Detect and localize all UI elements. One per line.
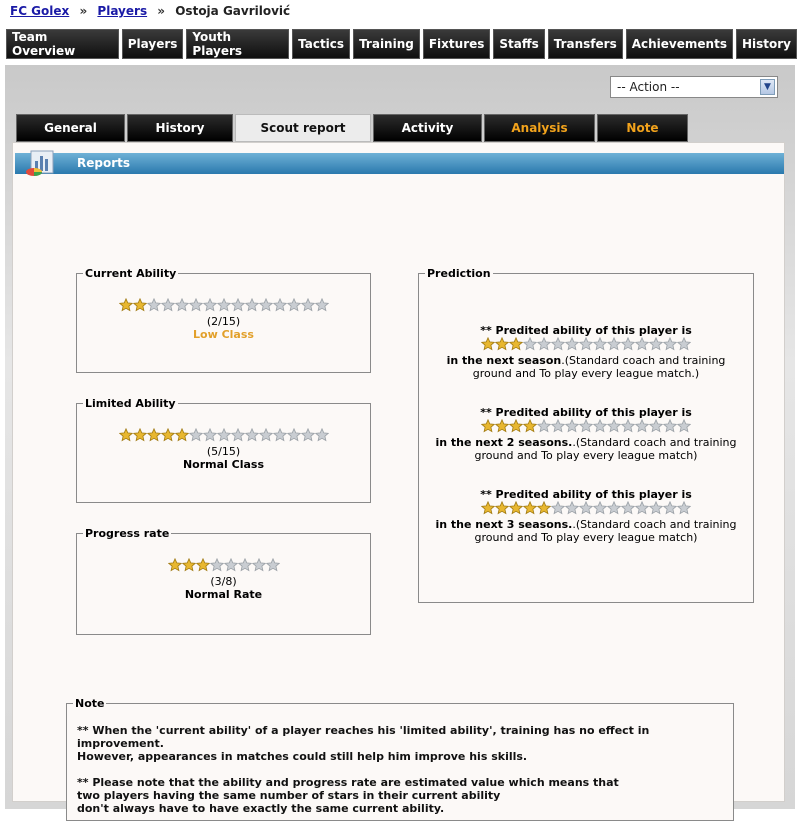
star-empty-icon xyxy=(677,337,691,351)
note-line: two players having the same number of stars in their current ability xyxy=(77,789,501,802)
limited-ability-box xyxy=(76,397,371,503)
star-empty-icon xyxy=(252,558,266,572)
star-empty-icon xyxy=(621,501,635,515)
star-empty-icon xyxy=(287,298,301,312)
limited-ability-fraction: (5/15) xyxy=(206,445,241,458)
star-empty-icon xyxy=(663,501,677,515)
star-empty-icon xyxy=(231,298,245,312)
star-empty-icon xyxy=(273,298,287,312)
star-empty-icon xyxy=(161,298,175,312)
progress-rate-stars xyxy=(168,558,280,572)
star-empty-icon xyxy=(315,428,329,442)
star-empty-icon xyxy=(635,337,649,351)
current-ability-legend: Current Ability xyxy=(85,267,177,280)
star-filled-icon xyxy=(119,428,133,442)
star-filled-icon xyxy=(161,428,175,442)
prediction-condition: .(Standard coach and training xyxy=(572,436,737,449)
star-empty-icon xyxy=(565,501,579,515)
progress-rate-fraction: (3/8) xyxy=(210,575,237,588)
tab-note[interactable]: Note xyxy=(597,114,688,142)
star-filled-icon xyxy=(175,428,189,442)
tab-scout-report[interactable]: Scout report xyxy=(235,114,371,142)
note-box xyxy=(66,697,734,821)
star-filled-icon xyxy=(509,337,523,351)
prediction-stars xyxy=(481,501,691,515)
prediction-condition-line2: ground and To play every league match) xyxy=(474,531,698,544)
progress-rate-box xyxy=(76,527,371,635)
note-line: ** When the 'current ability' of a player reaches his 'limited ability', training has no effect in improvement. xyxy=(77,724,650,750)
breadcrumb-current: Ostoja Gavrilović xyxy=(175,4,291,18)
prediction-item xyxy=(419,406,753,462)
top-navigation xyxy=(6,29,797,59)
star-empty-icon xyxy=(259,298,273,312)
star-empty-icon xyxy=(266,558,280,572)
star-filled-icon xyxy=(168,558,182,572)
star-empty-icon xyxy=(238,558,252,572)
star-filled-icon xyxy=(481,337,495,351)
star-filled-icon xyxy=(182,558,196,572)
current-ability-box xyxy=(76,267,371,373)
star-filled-icon xyxy=(523,501,537,515)
star-empty-icon xyxy=(224,558,238,572)
prediction-box xyxy=(418,267,754,603)
note-line: don't always have to have exactly the same current ability. xyxy=(77,802,445,815)
star-filled-icon xyxy=(133,298,147,312)
prediction-condition-line2: ground and To play every league match) xyxy=(474,449,698,462)
breadcrumb-separator: » xyxy=(157,4,166,18)
star-filled-icon xyxy=(495,337,509,351)
current-ability-stars xyxy=(119,298,329,312)
star-empty-icon xyxy=(635,419,649,433)
prediction-title: ** Predited ability of this player is xyxy=(480,488,692,501)
star-empty-icon xyxy=(663,419,677,433)
prediction-title: ** Predited ability of this player is xyxy=(480,324,692,337)
note-legend: Note xyxy=(75,697,105,710)
breadcrumb-separator: » xyxy=(79,4,88,18)
main-content xyxy=(5,65,795,815)
action-select-value: -- Action -- xyxy=(617,80,680,94)
chevron-down-icon[interactable]: ▼ xyxy=(760,79,775,95)
star-empty-icon xyxy=(607,501,621,515)
star-empty-icon xyxy=(649,501,663,515)
star-empty-icon xyxy=(189,298,203,312)
star-filled-icon xyxy=(196,558,210,572)
star-empty-icon xyxy=(301,298,315,312)
nav-tactics[interactable]: Tactics xyxy=(292,29,350,59)
tab-analysis[interactable]: Analysis xyxy=(484,114,595,142)
star-empty-icon xyxy=(301,428,315,442)
prediction-period: in the next season xyxy=(446,354,562,367)
star-filled-icon xyxy=(133,428,147,442)
star-empty-icon xyxy=(203,298,217,312)
breadcrumb-club-link[interactable]: FC Golex xyxy=(10,4,70,18)
star-filled-icon xyxy=(481,419,495,433)
limited-ability-class: Normal Class xyxy=(182,458,265,471)
star-empty-icon xyxy=(287,428,301,442)
note-line: ** Please note that the ability and progress rate are estimated value which means that xyxy=(77,776,619,789)
star-filled-icon xyxy=(147,428,161,442)
star-empty-icon xyxy=(245,298,259,312)
tab-general[interactable]: General xyxy=(16,114,125,142)
star-filled-icon xyxy=(495,419,509,433)
current-ability-class: Low Class xyxy=(193,328,254,341)
star-filled-icon xyxy=(495,501,509,515)
progress-rate-legend: Progress rate xyxy=(85,527,170,540)
prediction-stars xyxy=(481,337,691,351)
star-empty-icon xyxy=(579,501,593,515)
nav-players[interactable]: Players xyxy=(122,29,184,59)
star-empty-icon xyxy=(245,428,259,442)
star-empty-icon xyxy=(621,419,635,433)
prediction-legend: Prediction xyxy=(427,267,491,280)
star-filled-icon xyxy=(119,298,133,312)
star-empty-icon xyxy=(217,428,231,442)
star-empty-icon xyxy=(147,298,161,312)
chart-report-icon xyxy=(25,147,61,177)
prediction-item xyxy=(419,324,753,380)
nav-staffs[interactable]: Staffs xyxy=(493,29,544,59)
nav-training[interactable]: Training xyxy=(353,29,420,59)
breadcrumb xyxy=(10,4,290,18)
prediction-item xyxy=(419,488,753,544)
star-empty-icon xyxy=(593,501,607,515)
limited-ability-stars xyxy=(119,428,329,442)
prediction-period: in the next 3 seasons. xyxy=(435,518,573,531)
reports-panel xyxy=(12,142,785,815)
tab-activity[interactable]: Activity xyxy=(373,114,482,142)
reports-title: Reports xyxy=(77,156,131,170)
star-empty-icon xyxy=(621,337,635,351)
star-empty-icon xyxy=(593,419,607,433)
star-empty-icon xyxy=(649,419,663,433)
prediction-condition-line2: ground and To play every league match.) xyxy=(472,367,700,380)
star-empty-icon xyxy=(203,428,217,442)
star-empty-icon xyxy=(217,298,231,312)
star-empty-icon xyxy=(537,419,551,433)
star-empty-icon xyxy=(551,337,565,351)
star-empty-icon xyxy=(523,337,537,351)
star-empty-icon xyxy=(677,419,691,433)
star-empty-icon xyxy=(663,337,677,351)
star-empty-icon xyxy=(579,337,593,351)
tab-history[interactable]: History xyxy=(127,114,233,142)
star-empty-icon xyxy=(565,337,579,351)
star-empty-icon xyxy=(231,428,245,442)
star-filled-icon xyxy=(509,501,523,515)
prediction-condition: .(Standard coach and training xyxy=(561,354,726,367)
star-empty-icon xyxy=(273,428,287,442)
nav-team-overview[interactable]: Team Overview xyxy=(6,29,119,59)
nav-history[interactable]: History xyxy=(736,29,797,59)
prediction-condition: .(Standard coach and training xyxy=(572,518,737,531)
nav-achievements[interactable]: Achievements xyxy=(626,29,733,59)
star-empty-icon xyxy=(551,501,565,515)
star-empty-icon xyxy=(635,501,649,515)
breadcrumb-players-link[interactable]: Players xyxy=(97,4,148,18)
star-empty-icon xyxy=(649,337,663,351)
star-empty-icon xyxy=(175,298,189,312)
nav-transfers[interactable]: Transfers xyxy=(548,29,623,59)
star-empty-icon xyxy=(607,419,621,433)
note-line: However, appearances in matches could still help him improve his skills. xyxy=(77,750,528,763)
star-filled-icon xyxy=(509,419,523,433)
star-empty-icon xyxy=(189,428,203,442)
nav-fixtures[interactable]: Fixtures xyxy=(423,29,491,59)
limited-ability-legend: Limited Ability xyxy=(85,397,176,410)
star-empty-icon xyxy=(677,501,691,515)
current-ability-fraction: (2/15) xyxy=(206,315,241,328)
prediction-stars xyxy=(481,419,691,433)
prediction-title: ** Predited ability of this player is xyxy=(480,406,692,419)
progress-rate-class: Normal Rate xyxy=(184,588,263,601)
star-filled-icon xyxy=(537,501,551,515)
player-tabs xyxy=(16,114,690,142)
prediction-period: in the next 2 seasons. xyxy=(435,436,573,449)
star-empty-icon xyxy=(210,558,224,572)
star-empty-icon xyxy=(607,337,621,351)
star-empty-icon xyxy=(565,419,579,433)
star-empty-icon xyxy=(551,419,565,433)
star-filled-icon xyxy=(523,419,537,433)
star-filled-icon xyxy=(481,501,495,515)
star-empty-icon xyxy=(593,337,607,351)
star-empty-icon xyxy=(579,419,593,433)
star-empty-icon xyxy=(537,337,551,351)
reports-header xyxy=(15,153,784,174)
star-empty-icon xyxy=(315,298,329,312)
star-empty-icon xyxy=(259,428,273,442)
action-select[interactable] xyxy=(610,76,778,98)
nav-youth-players[interactable]: Youth Players xyxy=(186,29,289,59)
